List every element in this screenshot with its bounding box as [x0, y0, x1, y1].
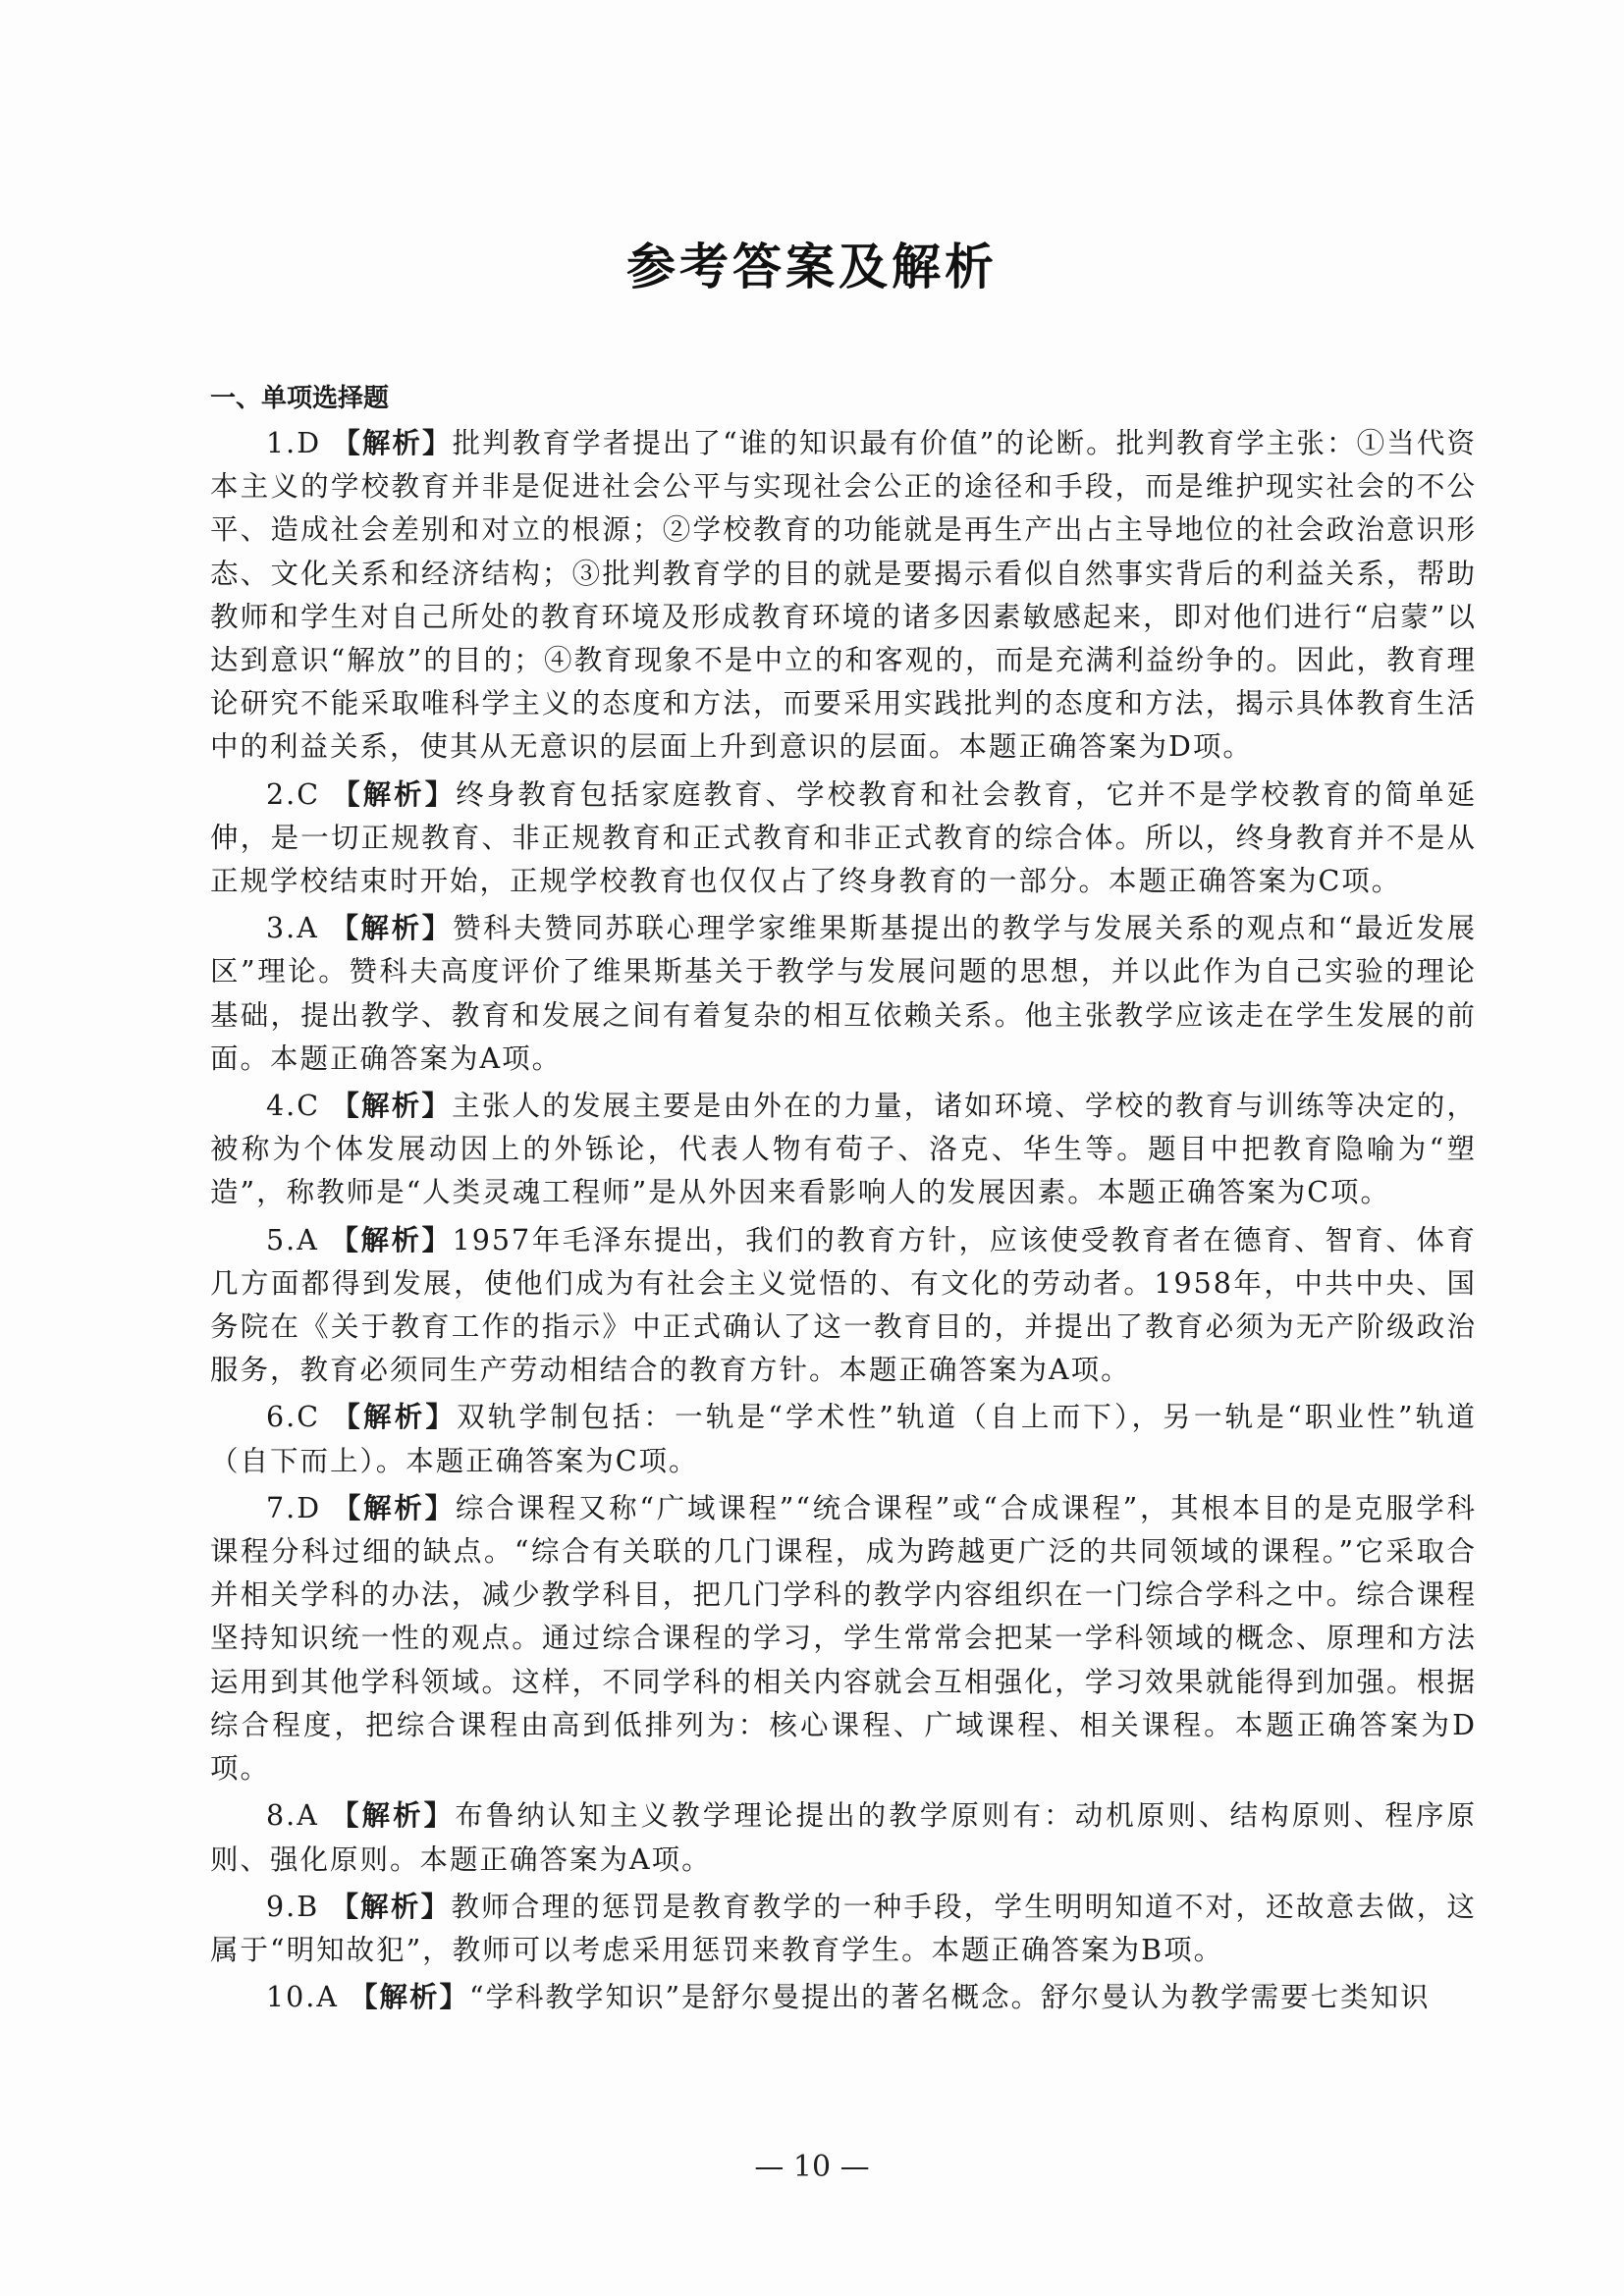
answer-text: 布鲁纳认知主义教学理论提出的教学原则有：动机原则、结构原则、程序原则、强化原则。本题正确答案为A项。	[210, 1799, 1477, 1876]
answer-content	[210, 375, 1477, 2023]
answer-number: 1.D	[266, 427, 322, 459]
answer-item-6	[210, 1396, 1477, 1482]
answer-number: 6.C	[266, 1401, 320, 1434]
answer-number: 8.A	[266, 1799, 319, 1833]
answer-item-5	[210, 1219, 1477, 1393]
answer-text: 双轨学制包括：一轨是“学术性”轨道（自上而下），另一轨是“职业性”轨道（自下而上）。本题正确答案为C项。	[210, 1401, 1477, 1477]
answer-item-10	[210, 1976, 1477, 2019]
answer-number: 9.B	[266, 1890, 320, 1923]
answer-number: 10.A	[266, 1981, 339, 2014]
answer-text: 终身教育包括家庭教育、学校教育和社会教育，它并不是学校教育的简单延伸，是一切正规教育、非正规教育和正式教育和非正式教育的综合体。所以，终身教育并不是从正规学校结束时开始，正规学校教育也仅仅占了终身教育的一部分。本题正确答案为C项。	[210, 777, 1477, 898]
analysis-label: 【解析】	[330, 1223, 453, 1256]
analysis-label: 【解析】	[332, 777, 457, 811]
answer-text: 综合课程又称“广域课程”“统合课程”或“合成课程”，其根本目的是克服学科课程分科过细的缺点。“综合有关联的几门课程，成为跨越更广泛的共同领域的课程。”它采取合并相关学科的办法，减少教学科目，把几门学科的教学内容组织在一门综合学科之中。综合课程坚持知识统一性的观点。通过综合课程的学习，学生常常会把某一学科领域的概念、原理和方法运用到其他学科领域。这样，不同学科的相关内容就会互相强化，学习效果就能得到加强。根据综合程度，把综合课程由高到低排列为：核心课程、广域课程、相关课程。本题正确答案为D项。	[210, 1491, 1477, 1786]
analysis-label: 【解析】	[332, 1401, 458, 1434]
page-title: 参考答案及解析	[626, 239, 998, 295]
answer-item-7	[210, 1487, 1477, 1790]
analysis-label: 【解析】	[332, 427, 453, 459]
analysis-label: 【解析】	[330, 1799, 456, 1833]
analysis-label: 【解析】	[331, 1090, 453, 1123]
answer-text: “学科教学知识”是舒尔曼提出的著名概念。舒尔曼认为教学需要七类知识	[468, 1981, 1431, 2014]
analysis-label: 【解析】	[332, 1491, 456, 1524]
answer-text: 教师合理的惩罚是教育教学的一种手段，学生明明知道不对，还故意去做，这属于“明知故犯”，教师可以考虑采用惩罚来教育学生。本题正确答案为B项。	[210, 1890, 1477, 1966]
answer-item-9	[210, 1886, 1477, 1972]
page-number: — 10 —	[754, 2150, 870, 2184]
answer-text: 主张人的发展主要是由外在的力量，诸如环境、学校的教育与训练等决定的，被称为个体发展动因上的外铄论，代表人物有荀子、洛克、华生等。题目中把教育隐喻为“塑造”，称教师是“人类灵魂工程师”是从外因来看影响人的发展因素。本题正确答案为C项。	[210, 1090, 1477, 1209]
answer-number: 4.C	[266, 1090, 320, 1123]
answer-text: 批判教育学者提出了“谁的知识最有价值”的论断。批判教育学主张：①当代资本主义的学校教育并非是促进社会公平与实现社会公正的途径和手段，而是维护现实社会的不公平、造成社会差别和对立的根源；②学校教育的功能就是再生产出占主导地位的社会政治意识形态、文化关系和经济结构；③批判教育学的目的就是要揭示看似自然事实背后的利益关系，帮助教师和学生对自己所处的教育环境及形成教育环境的诸多因素敏感起来，即对他们进行“启蒙”以达到意识“解放”的目的；④教育现象不是中立的和客观的，而是充满利益纷争的。因此，教育理论研究不能采取唯科学主义的态度和方法，而要采用实践批判的态度和方法，揭示具体教育生活中的利益关系，使其从无意识的层面上升到意识的层面。本题正确答案为D项。	[210, 427, 1477, 764]
answer-text: 1957年毛泽东提出，我们的教育方针，应该使受教育者在德育、智育、体育几方面都得到发展，使他们成为有社会主义觉悟的、有文化的劳动者。1958年，中共中央、国务院在《关于教育工作的指示》中正式确认了这一教育目的，并提出了教育必须为无产阶级政治服务，教育必须同生产劳动相结合的教育方针。本题正确答案为A项。	[210, 1223, 1477, 1387]
answer-number: 5.A	[266, 1223, 319, 1256]
answer-number: 3.A	[266, 912, 319, 945]
answer-number: 2.C	[266, 777, 320, 811]
answer-item-4	[210, 1085, 1477, 1215]
answer-item-1	[210, 422, 1477, 770]
analysis-label: 【解析】	[349, 1981, 469, 2014]
answer-item-3	[210, 907, 1477, 1081]
answer-number: 7.D	[266, 1491, 322, 1524]
answer-item-2	[210, 774, 1477, 904]
analysis-label: 【解析】	[330, 1890, 452, 1923]
answer-item-8	[210, 1794, 1477, 1881]
analysis-label: 【解析】	[330, 912, 453, 945]
answer-text: 赞科夫赞同苏联心理学家维果斯基提出的教学与发展关系的观点和“最近发展区”理论。赞科夫高度评价了维果斯基关于教学与发展问题的思想，并以此作为自己实验的理论基础，提出教学、教育和发展之间有着复杂的相互依赖关系。他主张教学应该走在学生发展的前面。本题正确答案为A项。	[210, 912, 1477, 1075]
section-heading: 一、单项选择题	[210, 384, 390, 413]
